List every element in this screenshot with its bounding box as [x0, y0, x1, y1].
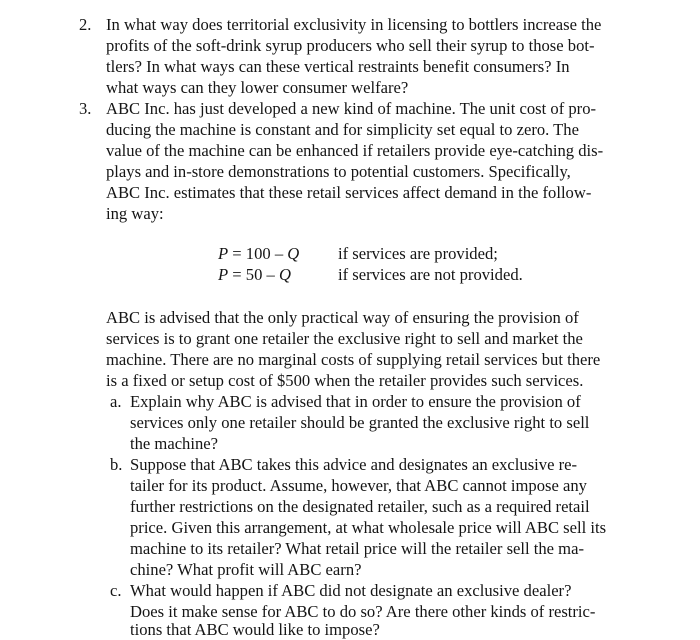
text-line: ducing the machine is constant and for simplicity set equal to zero. The [106, 120, 579, 139]
text-line: tlers? In what ways can these vertical restraints benefit consumers? In [106, 57, 570, 76]
text-line: chine? What profit will ABC earn? [130, 560, 362, 579]
text-line: ABC is advised that the only practical way of ensuring the provision of [106, 308, 579, 327]
text-line: services only one retailer should be granted the exclusive right to sell [130, 413, 590, 432]
subquestion-a-label: a. [110, 392, 122, 411]
text-line: is a fixed or setup cost of $500 when the retailer provides such services. [106, 371, 584, 390]
text-line: tailer for its product. Assume, however, that ABC cannot impose any [130, 476, 587, 495]
text-line: Does it make sense for ABC to do so? Are there other kinds of restric- [130, 602, 596, 621]
equation-with-services: P = 100 – Q [218, 244, 300, 263]
subquestion-b-label: b. [110, 455, 123, 474]
text-line: plays and in-store demonstrations to potential customers. Specifically, [106, 162, 571, 181]
equation-condition: if services are provided; [338, 244, 498, 263]
text-line: In what way does territorial exclusivity in licensing to bottlers increase the [106, 15, 602, 34]
text-line: machine. There are no marginal costs of supplying retail services but there [106, 350, 601, 369]
text-line: services is to grant one retailer the exclusive right to sell and market the [106, 329, 583, 348]
text-line: Suppose that ABC takes this advice and designates an exclusive re- [130, 455, 578, 474]
text-line: value of the machine can be enhanced if retailers provide eye-catching dis- [106, 141, 604, 160]
text-line: What would happen if ABC did not designate an exclusive dealer? [130, 581, 572, 600]
text-line: machine to its retailer? What retail price will the retailer sell the ma- [130, 539, 584, 558]
text-line: ing way: [106, 204, 164, 223]
text-line: profits of the soft-drink syrup producers who sell their syrup to those bot- [106, 36, 595, 55]
subquestion-c-label: c. [110, 581, 122, 600]
question-2-number: 2. [79, 15, 92, 34]
text-line: the machine? [130, 434, 218, 453]
text-line: further restrictions on the designated retailer, such as a required retail [130, 497, 590, 516]
text-line: price. Given this arrangement, at what wholesale price will ABC sell its [130, 518, 607, 537]
text-line: what ways can they lower consumer welfare? [106, 78, 409, 97]
equation-condition: if services are not provided. [338, 265, 523, 284]
text-line: ABC Inc. has just developed a new kind of machine. The unit cost of pro- [106, 99, 597, 118]
equation-without-services: P = 50 – Q [218, 265, 291, 284]
text-line: ABC Inc. estimates that these retail services affect demand in the follow- [106, 183, 592, 202]
text-line: Explain why ABC is advised that in order to ensure the provision of [130, 392, 581, 411]
question-3-number: 3. [79, 99, 92, 118]
text-line: tions that ABC would like to impose? [130, 620, 380, 639]
